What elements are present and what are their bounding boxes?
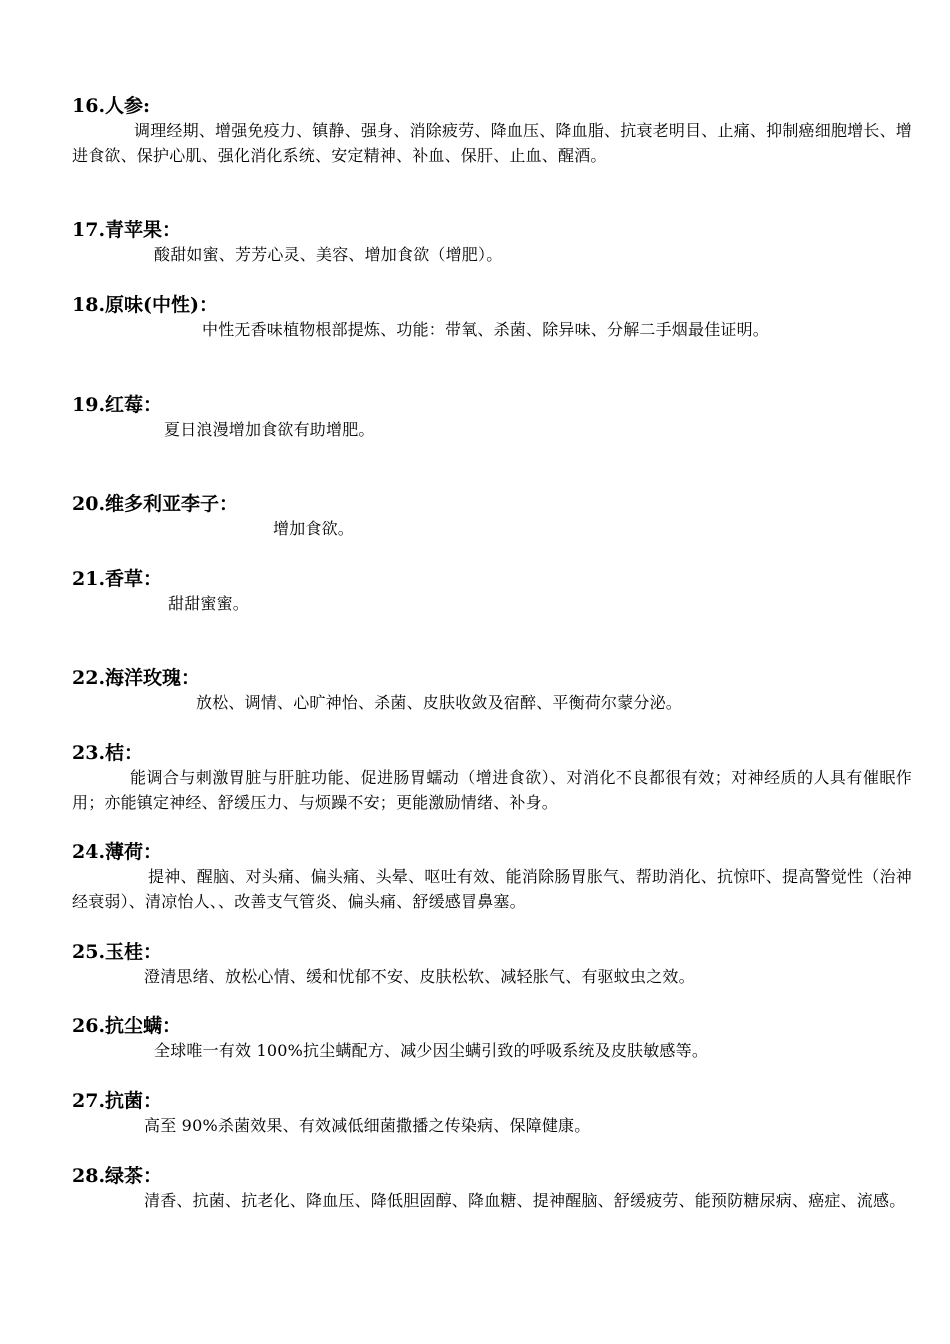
entry-text: 甜甜蜜蜜。 [168, 594, 250, 613]
entry-text: 中性无香味植物根部提炼、功能：带氧、杀菌、除异味、分解二手烟最佳证明。 [202, 320, 770, 339]
entry-28 [72, 1164, 912, 1213]
entry-17 [72, 218, 912, 267]
entry-heading: 16.人参: [72, 95, 151, 117]
entry-25 [72, 940, 912, 989]
entry-text: 高至 90%杀菌效果、有效减低细菌撒播之传染病、保障健康。 [144, 1116, 591, 1135]
entry-20 [72, 492, 912, 541]
entry-heading: 27.抗菌： [72, 1090, 163, 1112]
entry-24 [72, 840, 912, 914]
entry-text: 放松、调情、心旷神怡、杀菌、皮肤收敛及宿醉、平衡荷尔蒙分泌。 [196, 693, 683, 712]
entry-heading: 17.青苹果： [72, 219, 182, 241]
entry-16 [72, 94, 912, 168]
entry-text: 酸甜如蜜、芳芳心灵、美容、增加食欲（增肥）。 [154, 245, 503, 264]
entry-text: 提神、醒脑、对头痛、偏头痛、头晕、呕吐有效、能消除肠胃胀气、帮助消化、抗惊吓、提高警觉性（治神经衰弱）、清凉怡人、、改善支气管炎、偏头痛、舒缓感冒鼻塞。 [72, 867, 912, 911]
entry-text: 夏日浪漫增加食欲有助增肥。 [164, 420, 375, 439]
entry-18 [72, 293, 912, 342]
entry-heading: 26.抗尘螨： [72, 1015, 182, 1037]
entry-23 [72, 741, 912, 815]
entry-text: 能调合与刺激胃脏与肝脏功能、促进肠胃蠕动（增进食欲）、对消化不良都很有效；对神经质的人具有催眠作用；亦能镇定神经、舒缓压力、与烦躁不安；更能激励情绪、补身。 [72, 768, 912, 812]
entry-heading: 21.香草： [72, 568, 163, 590]
entry-27 [72, 1089, 912, 1138]
entry-heading: 23.桔： [72, 742, 144, 764]
entry-26 [72, 1014, 912, 1063]
entry-text: 澄清思绪、放松心情、缓和忧郁不安、皮肤松软、减轻胀气、有驱蚊虫之效。 [144, 967, 695, 986]
entry-text: 全球唯一有效 100%抗尘螨配方、减少因尘螨引致的呼吸系统及皮肤敏感等。 [154, 1041, 709, 1060]
entry-21 [72, 567, 912, 616]
entry-heading: 28.绿茶： [72, 1165, 163, 1187]
entry-text: 增加食欲。 [273, 519, 355, 538]
entry-heading: 24.薄荷： [72, 841, 163, 863]
entry-text: 调理经期、增强免疫力、镇静、强身、消除疲劳、降血压、降血脂、抗衰老明目、止痛、抑制癌细胞增长、增进食欲、保护心肌、强化消化系统、安定精神、补血、保肝、止血、醒酒。 [72, 121, 912, 165]
entry-text: 清香、抗菌、抗老化、降血压、降低胆固醇、降血糖、提神醒脑、舒缓疲劳、能预防糖尿病、癌症、流感。 [144, 1191, 906, 1210]
entry-heading: 19.红莓： [72, 394, 163, 416]
entry-heading: 20.维多利亚李子： [72, 493, 239, 515]
entry-heading: 18.原味(中性)： [72, 294, 219, 316]
entry-22 [72, 666, 912, 715]
entry-heading: 25.玉桂： [72, 941, 163, 963]
entry-heading: 22.海洋玫瑰： [72, 667, 201, 689]
entry-19 [72, 393, 912, 442]
